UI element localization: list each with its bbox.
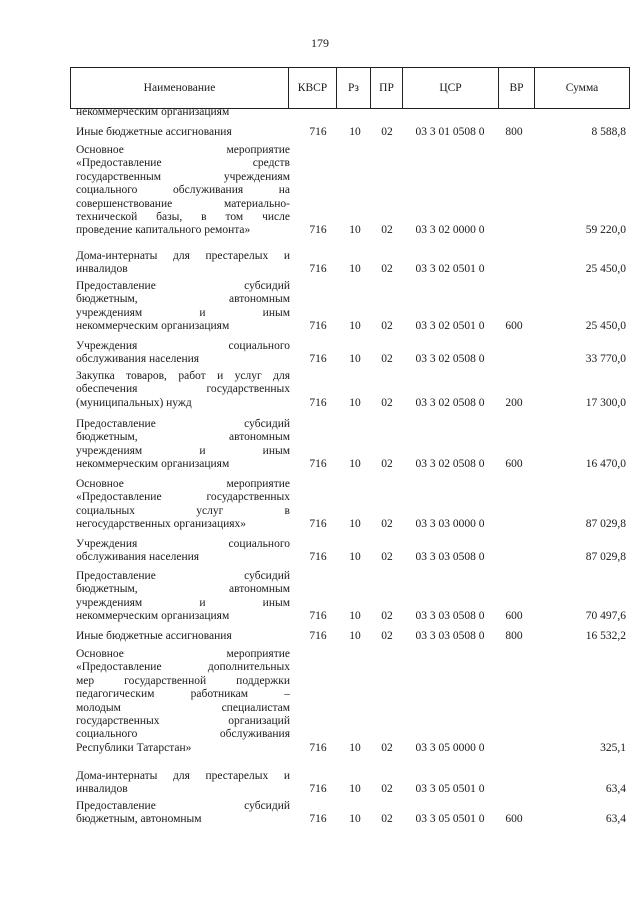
column-header-vr: ВР xyxy=(499,68,535,108)
row-sum: 70 497,6 xyxy=(585,610,626,623)
row-vr: 600 xyxy=(505,610,523,623)
row-name-line: некоммерческим организациям xyxy=(76,320,230,333)
row-pr: 02 xyxy=(381,353,393,366)
row-csr: 03 3 02 0501 0 xyxy=(415,320,485,333)
row-name-line: Предоставление субсидий xyxy=(76,570,290,582)
row-csr: 03 3 03 0508 0 xyxy=(415,551,485,564)
row-name-line: проведение капитального ремонта» xyxy=(76,224,251,237)
row-name-line: молодым специалистам xyxy=(76,701,290,714)
row-sum: 16 470,0 xyxy=(585,458,626,471)
row-kvsr: 716 xyxy=(309,353,327,366)
row-name-line: бюджетным, автономным xyxy=(76,813,202,826)
row-name-line: социального обслуживания xyxy=(76,728,290,741)
row-rz: 10 xyxy=(349,224,361,237)
row-name-line: совершенствование материально- xyxy=(76,197,290,210)
row-pr: 02 xyxy=(381,320,393,333)
row-vr: 200 xyxy=(505,396,523,409)
row-pr: 02 xyxy=(381,458,393,471)
row-name-line: технической базы, в том числе xyxy=(76,210,290,223)
row-name-line: Республики Татарстан» xyxy=(76,741,192,754)
row-rz: 10 xyxy=(349,458,361,471)
row-name-line: (муниципальных) нужд xyxy=(76,396,192,409)
row-pr: 02 xyxy=(381,610,393,623)
row-sum: 33 770,0 xyxy=(585,353,626,366)
row-kvsr: 716 xyxy=(309,396,327,409)
row-name-line: Предоставление субсидий xyxy=(76,418,290,430)
row-rz: 10 xyxy=(349,741,361,754)
row-vr: 800 xyxy=(505,126,523,138)
row-name-line: педагогическим работникам – xyxy=(76,688,290,701)
row-rz: 10 xyxy=(349,783,361,796)
row-csr: 03 3 03 0508 0 xyxy=(415,630,485,642)
row-csr: 03 3 02 0501 0 xyxy=(415,263,485,276)
row-name-line: негосударственных организациях» xyxy=(76,518,247,531)
row-rz: 10 xyxy=(349,353,361,366)
row-csr: 03 3 05 0000 0 xyxy=(415,741,485,754)
row-kvsr: 716 xyxy=(309,518,327,531)
row-kvsr: 716 xyxy=(309,741,327,754)
row-rz: 10 xyxy=(349,518,361,531)
row-name-line: Предоставление субсидий xyxy=(76,800,290,812)
row-sum: 25 450,0 xyxy=(585,263,626,276)
row-pr: 02 xyxy=(381,263,393,276)
row-kvsr: 716 xyxy=(309,551,327,564)
page-number: 179 xyxy=(311,36,329,50)
row-name xyxy=(76,570,290,624)
row-name-line: инвалидов xyxy=(76,783,128,796)
row-sum: 8 588,8 xyxy=(591,126,626,138)
row-name-line: бюджетным, автономным xyxy=(76,293,290,306)
column-header-rz: Рз xyxy=(337,68,371,108)
row-kvsr: 716 xyxy=(309,458,327,471)
row-rz: 10 xyxy=(349,320,361,333)
row-pr: 02 xyxy=(381,551,393,564)
row-name-line: Дома-интернаты для престарелых и xyxy=(76,250,290,262)
row-name xyxy=(76,340,290,367)
row-name-line: Основное мероприятие xyxy=(76,478,290,490)
row-sum: 325,1 xyxy=(600,741,626,754)
column-header-sum: Сумма xyxy=(565,82,599,94)
row-name-line: социального обслуживания на xyxy=(76,184,290,197)
row-rz: 10 xyxy=(349,551,361,564)
row-name xyxy=(76,370,290,410)
row-name-line: обслуживания населения xyxy=(76,551,200,564)
row-name-line: мер государственной поддержки xyxy=(76,674,290,687)
row-kvsr: 716 xyxy=(309,320,327,333)
row-pr: 02 xyxy=(381,741,393,754)
row-pr: 02 xyxy=(381,813,393,826)
row-name-line: «Предоставление дополнительных xyxy=(76,661,290,674)
row-name xyxy=(76,280,290,334)
row-name xyxy=(76,106,290,119)
row-name xyxy=(76,144,290,238)
row-name-line: «Предоставление средств xyxy=(76,157,290,170)
row-rz: 10 xyxy=(349,610,361,623)
row-name xyxy=(76,418,290,472)
row-sum: 25 450,0 xyxy=(585,320,626,333)
column-header-name: Наименование xyxy=(71,68,289,108)
row-rz: 10 xyxy=(349,263,361,276)
row-name xyxy=(76,126,290,139)
row-kvsr: 716 xyxy=(309,610,327,623)
row-vr: 800 xyxy=(505,630,523,642)
row-rz: 10 xyxy=(349,126,361,138)
row-kvsr: 716 xyxy=(309,813,327,826)
row-pr: 02 xyxy=(381,224,393,237)
row-name-line: бюджетным, автономным xyxy=(76,431,290,444)
row-kvsr: 716 xyxy=(309,224,327,237)
row-sum: 17 300,0 xyxy=(585,396,626,409)
row-csr: 03 3 05 0501 0 xyxy=(415,783,485,796)
row-csr: 03 3 01 0508 0 xyxy=(415,126,485,138)
column-header-pr: ПР xyxy=(371,68,403,108)
row-name-line: обслуживания населения xyxy=(76,353,200,366)
row-name-line: Основное мероприятие xyxy=(76,648,290,660)
row-csr: 03 3 03 0000 0 xyxy=(415,518,485,531)
row-name xyxy=(76,648,290,755)
row-name-line: учреждениям и иным xyxy=(76,444,290,457)
row-csr: 03 3 05 0501 0 xyxy=(415,813,485,826)
row-vr: 600 xyxy=(505,320,523,333)
row-name-line: социальных услуг в xyxy=(76,504,290,517)
row-csr: 03 3 02 0508 0 xyxy=(415,458,485,471)
row-name-line: некоммерческим организациям xyxy=(76,458,230,471)
row-vr: 600 xyxy=(505,813,523,826)
row-name-line: некоммерческим организациям xyxy=(76,610,230,623)
row-name-line: государственным учреждениям xyxy=(76,170,290,183)
row-csr: 03 3 02 0508 0 xyxy=(415,353,485,366)
row-name xyxy=(76,478,290,532)
row-name-line: учреждениям и иным xyxy=(76,596,290,609)
row-name-line: Основное мероприятие xyxy=(76,144,290,156)
row-sum: 63,4 xyxy=(605,813,626,826)
row-name-line: обеспечения государственных xyxy=(76,383,290,396)
row-name-line: Закупка товаров, работ и услуг для xyxy=(76,370,290,382)
row-pr: 02 xyxy=(381,518,393,531)
row-rz: 10 xyxy=(349,630,361,642)
row-name xyxy=(76,630,290,643)
row-kvsr: 716 xyxy=(309,126,327,138)
row-kvsr: 716 xyxy=(309,263,327,276)
row-sum: 63,4 xyxy=(605,783,626,796)
row-pr: 02 xyxy=(381,126,393,138)
row-pr: 02 xyxy=(381,630,393,642)
row-name xyxy=(76,770,290,797)
row-vr: 600 xyxy=(505,458,523,471)
row-sum: 87 029,8 xyxy=(585,551,626,564)
row-kvsr: 716 xyxy=(309,783,327,796)
row-name xyxy=(76,800,290,827)
row-name-line: государственных организаций xyxy=(76,714,290,727)
row-name-line: Учреждения социального xyxy=(76,538,290,550)
row-name-line: Учреждения социального xyxy=(76,340,290,352)
row-rz: 10 xyxy=(349,813,361,826)
column-header-kvsr: КВСР xyxy=(289,68,337,108)
row-name xyxy=(76,538,290,565)
row-name-line: Иные бюджетные ассигнования xyxy=(76,630,232,642)
row-sum: 59 220,0 xyxy=(585,224,626,237)
row-name-line: Иные бюджетные ассигнования xyxy=(76,126,232,138)
row-sum: 87 029,8 xyxy=(585,518,626,531)
row-rz: 10 xyxy=(349,396,361,409)
row-kvsr: 716 xyxy=(309,630,327,642)
row-csr: 03 3 02 0000 0 xyxy=(415,224,485,237)
row-name-line: бюджетным, автономным xyxy=(76,583,290,596)
row-csr: 03 3 02 0508 0 xyxy=(415,396,485,409)
row-name-line: Дома-интернаты для престарелых и xyxy=(76,770,290,782)
row-name-line: Предоставление субсидий xyxy=(76,280,290,292)
row-pr: 02 xyxy=(381,396,393,409)
row-name-line: «Предоставление государственных xyxy=(76,491,290,504)
row-name-line: некоммерческим организациям xyxy=(76,106,230,118)
row-csr: 03 3 03 0508 0 xyxy=(415,610,485,623)
row-name-line: инвалидов xyxy=(76,263,128,276)
row-pr: 02 xyxy=(381,783,393,796)
row-name-line: учреждениям и иным xyxy=(76,306,290,319)
column-header-csr: ЦСР xyxy=(403,68,499,108)
row-name xyxy=(76,250,290,277)
row-sum: 16 532,2 xyxy=(585,630,626,642)
